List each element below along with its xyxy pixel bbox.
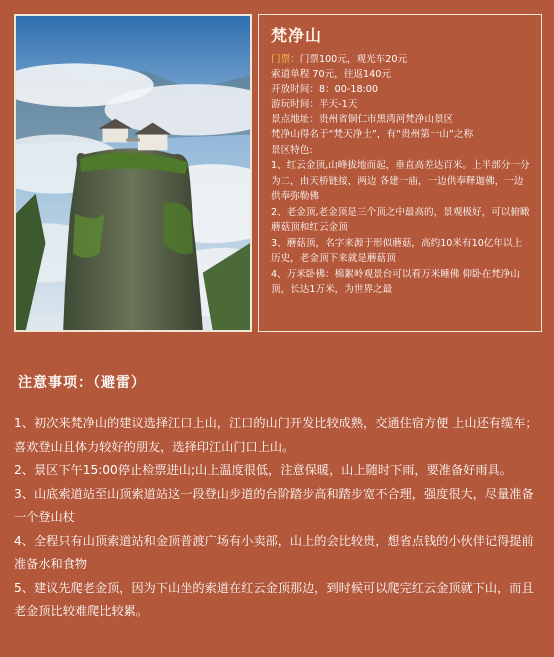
- visit-time-line: 游玩时间：半天-1天: [271, 99, 358, 110]
- note-item-1: 1、初次来梵净山的建议选择江口上山，江口的山门开发比较成熟，交通住宿方便 上山还有缆车；喜欢登山且体力较好的朋友，选择印江山门口上山。: [14, 416, 538, 454]
- cable-car-line: 索道单程 70元，往返140元: [271, 69, 391, 80]
- mountain-photo: [14, 14, 252, 332]
- note-item-2: 2、景区下午15:00停止检票进山;山上温度很低，注意保暖，山上随时下雨，要准备好雨具。: [14, 463, 512, 477]
- ticket-line: [271, 52, 531, 67]
- info-panel: [258, 14, 542, 332]
- notes-title: 注意事项：（避雷）: [18, 375, 146, 391]
- opening-hours-line: 开放时间：8：00-18:00: [271, 84, 378, 95]
- note-item-5: 5、建议先爬老金顶，因为下山坐的索道在红云金顶那边，到时候可以爬完红云金顶就下山，而且老金顶比较难爬比较累。: [14, 580, 534, 618]
- ticket-value: 门票100元，观光车20元: [299, 54, 408, 65]
- description-feature-4: 4、万米卧佛：棉絮岭观景台可以看万米睡佛 仰卧在梵净山顶，长达1万米，为世界之最: [271, 268, 520, 295]
- note-item-4: 4、全程只有山顶索道站和金顶普渡广场有小卖部，山上的会比较贵，想省点钱的小伙伴记得提前准备水和食物: [14, 533, 534, 571]
- description-feature-2: 2、老金顶,老金顶是三个顶之中最高的，景观极好，可以俯瞰蘑菇顶和红云金顶: [271, 206, 530, 233]
- description-feature-1: 1、红云金顶,山峰拔地而起，垂直高差达百米。上半部分一分为二，由天桥链接，两边 各建一庙，一边供奉释迦佛，一边供奉弥勒佛: [271, 160, 530, 202]
- note-item-3: 3、山底索道站至山顶索道站这一段登山步道的台阶踏步高和踏步宽不合理，强度很大，尽量准备一个登山杖: [14, 486, 534, 524]
- description-features-heading: 景区特色:: [271, 144, 313, 156]
- notes-list: [14, 412, 544, 624]
- ticket-label: 门票：: [271, 54, 300, 65]
- description-name-origin: 梵净山得名于“梵天净土”，有“贵州第一山”之称: [271, 129, 474, 140]
- info-title: 梵净山: [271, 26, 323, 45]
- address-line: 景点地址：贵州省铜仁市黑湾河梵净山景区: [271, 114, 454, 125]
- description-feature-3: 3、蘑菇顶，名字来源于形似蘑菇，高约10米有10亿年以上历史，老金顶下来就是蘑菇顶: [271, 237, 523, 264]
